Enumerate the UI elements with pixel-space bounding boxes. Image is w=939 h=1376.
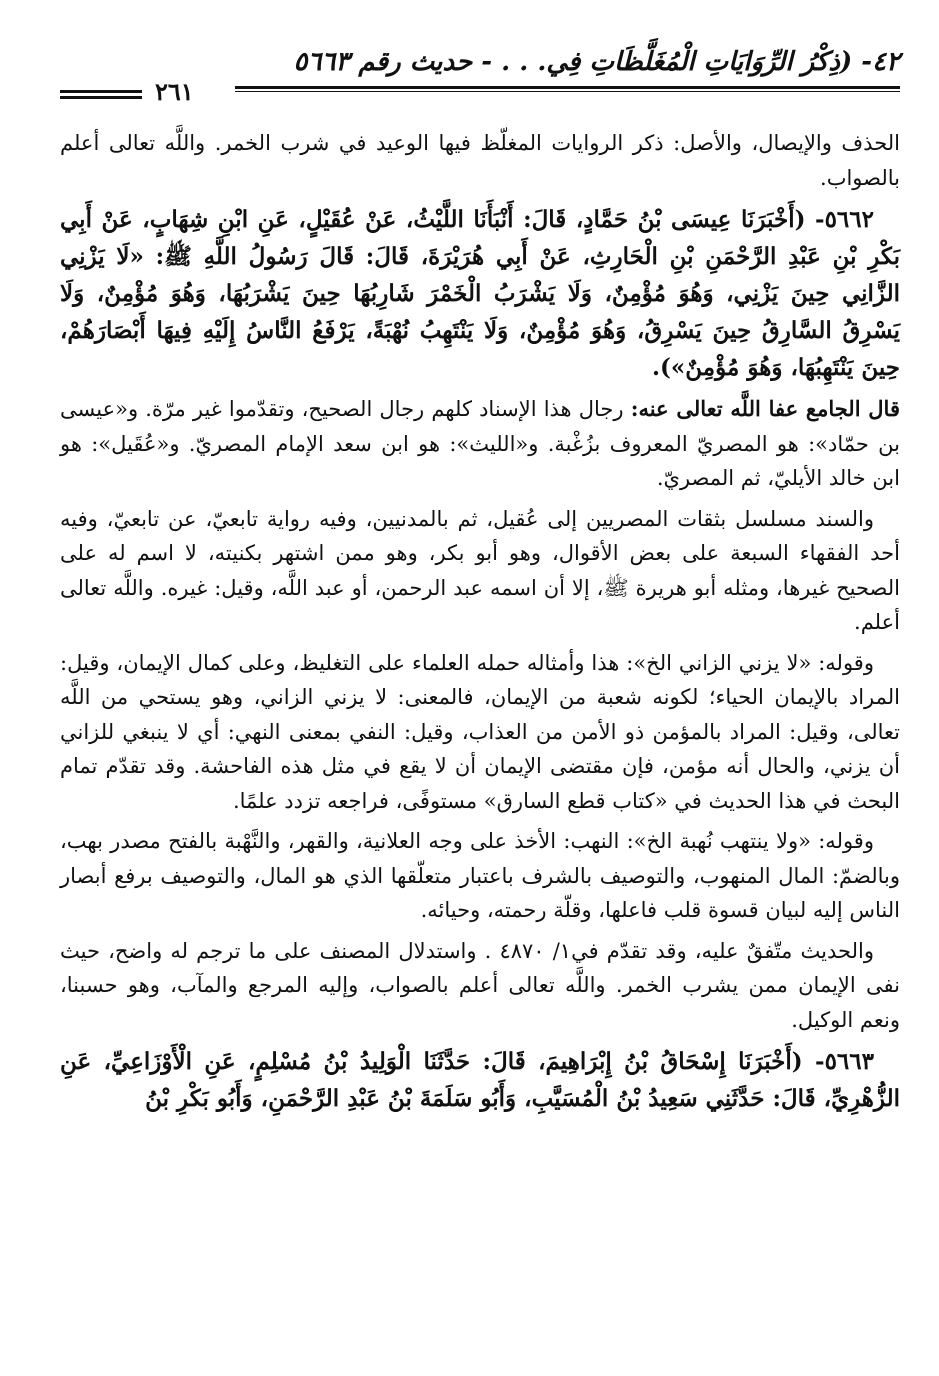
header-rule	[235, 86, 900, 92]
compiler-statement: قال الجامع عفا اللَّه تعالى عنه:	[630, 396, 900, 421]
running-title: ٤٢- (ذِكْرُ الرِّوَايَاتِ الْمُغَلَّظَاتِ فِي. . . - حديث رقم ٥٦٦٣	[293, 47, 900, 77]
paragraph-narrators	[60, 392, 900, 496]
hadith-5663: ٥٦٦٣- (أَخْبَرَنَا إِسْحَاقُ بْنُ إِبْرَاهِيمَ، قَالَ: حَدَّثَنَا الْوَلِيدُ بْنُ مُسْلِمٍ، عَنِ الْأَوْزَاعِيِّ، عَنِ الزُّهْرِيِّ، قَالَ: حَدَّثَنِي سَعِيدُ بْنُ الْمُسَيَّبِ، وَأَبُو سَلَمَةَ بْنُ عَبْدِ الرَّحْمَنِ، وَأَبُو بَكْرِ بْنُ	[60, 1048, 900, 1112]
paragraph-explanation-nuhba: وقوله: «ولا ينتهب نُهبة الخ»: النهب: الأخذ على وجه العلانية، والقهر، والنَّهْبة بالفتح مصدر بهب، وبالضمّ: المال المنهوب، والتوصيف بالشرف باعتبار متعلّقها الذي هو المال، والتوصيف برفع أبصار الناس إليه لبيان قسوة قلب فاعلها، وقلّة رحمته، وحيائه.	[60, 829, 900, 922]
paragraph-explanation-zina: وقوله: «لا يزني الزاني الخ»: هذا وأمثاله حمله العلماء على التغليظ، وعلى كمال الإيمان، وقيل: المراد بالإيمان الحياء؛ لكونه شعبة من الإيمان، فالمعنى: لا يزني الزاني، وهو يستحي من اللَّه تعالى، وقيل: المراد بالمؤمن ذو الأمن من العذاب، وقيل: النفي بمعنى النهي: أي لا ينبغي للزاني أن يزني، والحال أنه مؤمن، فإن مقتضى الإيمان أن لا يقع في مثل هذه الفاحشة. وقد تقدّم تمام البحث في هذا الحديث في «كتاب قطع السارق» مستوفًى، فراجعه تزدد علمًا.	[60, 650, 900, 813]
body-text	[60, 126, 900, 1123]
page-number-rule	[60, 90, 142, 99]
narrators-text: رجال هذا الإسناد كلهم رجال الصحيح، وتقدّموا غير مرّة. و«عيسى بن حمّاد»: هو المصريّ المعروف بزُغْبة. و«الليث»: هو ابن سعد الإمام المصريّ. و«عُقَيل»: هو ابن خالد الأيليّ، ثم المصريّ.	[60, 397, 900, 490]
hadith-5662: ٥٦٦٢- (أَخْبَرَنَا عِيسَى بْنُ حَمَّادٍ، قَالَ: أَنْبَأَنَا اللَّيْثُ، عَنْ عُقَيْلٍ، عَنِ ابْنِ شِهَابٍ، عَنْ أَبِي بَكْرِ بْنِ عَبْدِ الرَّحْمَنِ بْنِ الْحَارِثِ، عَنْ أَبِي هُرَيْرَةَ، قَالَ: قَالَ رَسُولُ اللَّهِ ﷺ: «لَا يَزْنِي الزَّانِي حِينَ يَزْنِي، وَهُوَ مُؤْمِنٌ، وَلَا يَشْرَبُ الْخَمْرَ شَارِبُهَا حِينَ يَشْرَبُهَا، وَهُوَ مُؤْمِنٌ، وَلَا يَسْرِقُ السَّارِقُ حِينَ يَسْرِقُ، وَهُوَ مُؤْمِنٌ، وَلَا يَنْتَهِبُ نُهْبَةً، يَرْفَعُ النَّاسُ إِلَيْهِ فِيهَا أَبْصَارَهُمْ، حِينَ يَنْتَهِبُهَا، وَهُوَ مُؤْمِنٌ»).	[60, 206, 900, 381]
paragraph-chain: والسند مسلسل بثقات المصريين إلى عُقيل، ثم بالمدنيين، وفيه رواية تابعيّ، عن تابعيّ، وفيه أحد الفقهاء السبعة على بعض الأقوال، وهو أبو بكر، وهو ممن اشتهر بكنيته، لا اسم له على الصحيح غيرها، ومثله أبو هريرة ﷺ، إلا أن اسمه عبد الرحمن، أو عبد اللَّه، وقيل: غيره. واللَّه تعالى أعلم.	[60, 506, 900, 634]
paragraph-conclusion: والحديث متّفقٌ عليه، وقد تقدّم في١/ ٤٨٧٠ . واستدلال المصنف على ما ترجم له واضح، حيث نفى الإيمان ممن يشرب الخمر. واللَّه تعالى أعلم بالصواب، وإليه المرجع والمآب، وهو حسبنا، ونعم الوكيل.	[60, 938, 900, 1032]
page-number: ٢٦١	[155, 77, 194, 106]
page-header	[60, 40, 900, 106]
paragraph-intro: الحذف والإيصال، والأصل: ذكر الروايات المغلّظ فيها الوعيد في شرب الخمر. واللَّه تعالى أعلم بالصواب.	[60, 131, 900, 190]
book-page	[60, 40, 900, 1112]
